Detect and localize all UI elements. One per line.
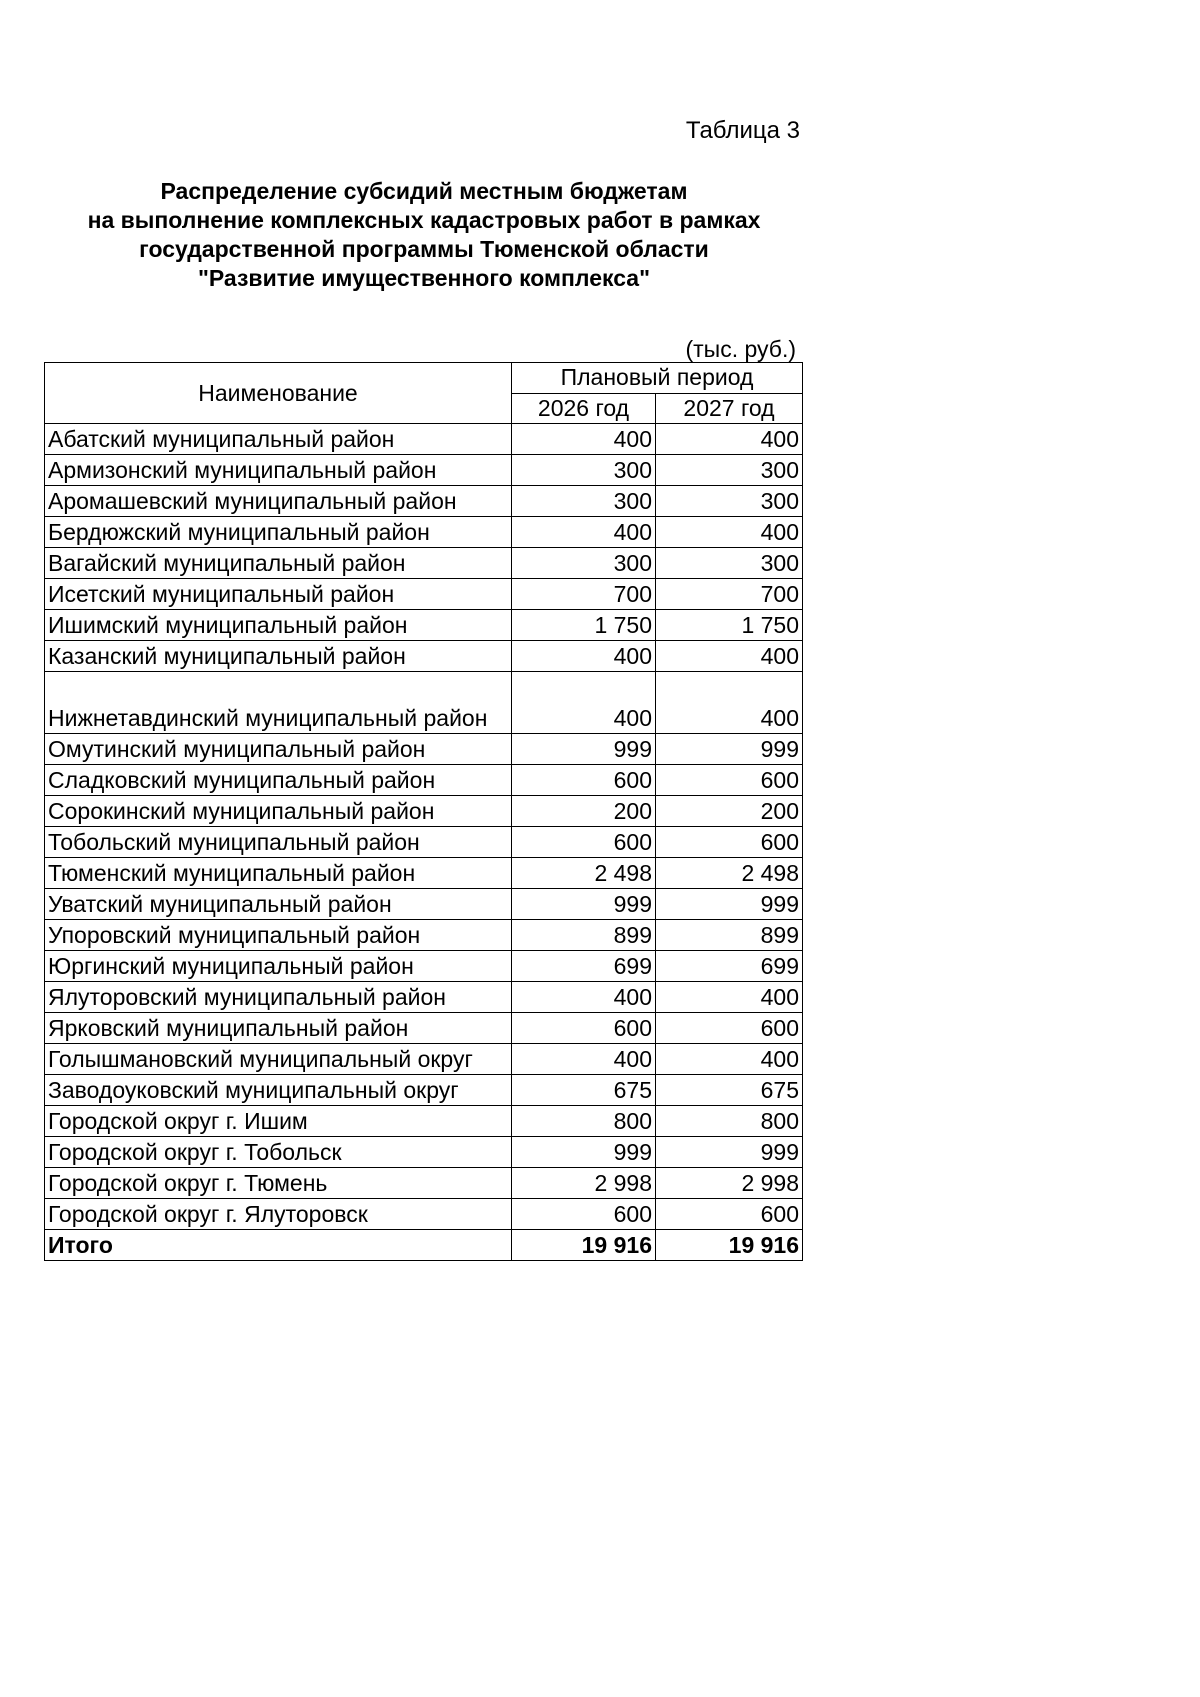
total-label: Итого	[45, 1230, 512, 1261]
row-value-2027: 600	[656, 1013, 803, 1044]
table-row	[45, 1168, 803, 1199]
column-header-2027: 2027 год	[656, 393, 803, 424]
row-value-2026: 400	[512, 641, 656, 672]
row-value-2027: 400	[656, 672, 803, 734]
row-value-2026: 400	[512, 672, 656, 734]
row-value-2027: 400	[656, 517, 803, 548]
row-name: Уватский муниципальный район	[45, 889, 512, 920]
row-value-2026: 999	[512, 734, 656, 765]
row-name: Тюменский муниципальный район	[45, 858, 512, 889]
units-label: (тыс. руб.)	[685, 336, 796, 362]
column-header-period: Плановый период	[512, 363, 803, 394]
row-value-2027: 999	[656, 1137, 803, 1168]
table-row	[45, 765, 803, 796]
table-row	[45, 1137, 803, 1168]
table-row	[45, 579, 803, 610]
row-value-2027: 400	[656, 641, 803, 672]
table-row	[45, 982, 803, 1013]
row-value-2026: 400	[512, 982, 656, 1013]
table-row	[45, 796, 803, 827]
row-value-2026: 600	[512, 827, 656, 858]
row-name: Абатский муниципальный район	[45, 424, 512, 455]
row-name: Городской округ г. Ишим	[45, 1106, 512, 1137]
row-value-2027: 675	[656, 1075, 803, 1106]
row-value-2026: 400	[512, 1044, 656, 1075]
table-row	[45, 734, 803, 765]
total-row	[45, 1230, 803, 1261]
header-row	[45, 363, 803, 394]
column-header-name: Наименование	[45, 363, 512, 424]
row-name: Аромашевский муниципальный район	[45, 486, 512, 517]
row-value-2026: 999	[512, 889, 656, 920]
table-row	[45, 424, 803, 455]
document-title	[44, 177, 804, 293]
row-value-2026: 400	[512, 517, 656, 548]
row-name: Юргинский муниципальный район	[45, 951, 512, 982]
row-value-2027: 800	[656, 1106, 803, 1137]
column-header-2026: 2026 год	[512, 393, 656, 424]
row-name: Тобольский муниципальный район	[45, 827, 512, 858]
table-row	[45, 889, 803, 920]
row-name: Ярковский муниципальный район	[45, 1013, 512, 1044]
title-line: на выполнение комплексных кадастровых работ в рамках	[87, 207, 761, 233]
row-name: Сладковский муниципальный район	[45, 765, 512, 796]
table-row	[45, 1075, 803, 1106]
total-value-2026: 19 916	[512, 1230, 656, 1261]
row-name: Городской округ г. Тобольск	[45, 1137, 512, 1168]
row-value-2026: 2 998	[512, 1168, 656, 1199]
row-name: Исетский муниципальный район	[45, 579, 512, 610]
row-name: Городской округ г. Ялуторовск	[45, 1199, 512, 1230]
row-name: Казанский муниципальный район	[45, 641, 512, 672]
row-value-2026: 300	[512, 455, 656, 486]
row-name: Бердюжский муниципальный район	[45, 517, 512, 548]
row-name: Ялуторовский муниципальный район	[45, 982, 512, 1013]
table-row	[45, 1013, 803, 1044]
row-value-2027: 999	[656, 889, 803, 920]
row-value-2026: 400	[512, 424, 656, 455]
row-name: Вагайский муниципальный район	[45, 548, 512, 579]
title-line: "Развитие имущественного комплекса"	[197, 265, 650, 291]
row-value-2027: 200	[656, 796, 803, 827]
row-value-2027: 700	[656, 579, 803, 610]
row-value-2027: 699	[656, 951, 803, 982]
table-row	[45, 672, 803, 734]
row-value-2027: 600	[656, 1199, 803, 1230]
table-row	[45, 610, 803, 641]
table-row	[45, 951, 803, 982]
table-row	[45, 1106, 803, 1137]
table-row	[45, 641, 803, 672]
row-value-2027: 2 498	[656, 858, 803, 889]
row-value-2026: 600	[512, 765, 656, 796]
table-row	[45, 486, 803, 517]
row-value-2027: 300	[656, 455, 803, 486]
row-value-2027: 300	[656, 486, 803, 517]
row-value-2027: 300	[656, 548, 803, 579]
row-value-2026: 300	[512, 548, 656, 579]
row-value-2026: 800	[512, 1106, 656, 1137]
table-number: Таблица 3	[685, 117, 800, 144]
row-value-2026: 600	[512, 1199, 656, 1230]
row-value-2026: 200	[512, 796, 656, 827]
row-name: Городской округ г. Тюмень	[45, 1168, 512, 1199]
row-value-2026: 700	[512, 579, 656, 610]
row-value-2026: 699	[512, 951, 656, 982]
row-value-2027: 400	[656, 982, 803, 1013]
row-value-2026: 675	[512, 1075, 656, 1106]
row-name: Омутинский муниципальный район	[45, 734, 512, 765]
table-row	[45, 827, 803, 858]
row-value-2027: 600	[656, 765, 803, 796]
row-value-2026: 899	[512, 920, 656, 951]
table-row	[45, 1199, 803, 1230]
row-value-2027: 600	[656, 827, 803, 858]
row-value-2027: 899	[656, 920, 803, 951]
row-value-2027: 999	[656, 734, 803, 765]
subsidy-table	[44, 362, 803, 1261]
row-name: Армизонский муниципальный район	[45, 455, 512, 486]
row-value-2026: 1 750	[512, 610, 656, 641]
row-name: Нижнетавдинский муниципальный район	[45, 672, 512, 734]
row-value-2027: 400	[656, 1044, 803, 1075]
row-value-2027: 2 998	[656, 1168, 803, 1199]
row-value-2027: 1 750	[656, 610, 803, 641]
row-name: Ишимский муниципальный район	[45, 610, 512, 641]
title-line: государственной программы Тюменской области	[139, 236, 709, 262]
row-value-2026: 2 498	[512, 858, 656, 889]
table-row	[45, 1044, 803, 1075]
row-name: Упоровский муниципальный район	[45, 920, 512, 951]
row-name: Сорокинский муниципальный район	[45, 796, 512, 827]
table-row	[45, 920, 803, 951]
row-name: Голышмановский муниципальный округ	[45, 1044, 512, 1075]
row-name: Заводоуковский муниципальный округ	[45, 1075, 512, 1106]
table-row	[45, 517, 803, 548]
table-row	[45, 548, 803, 579]
row-value-2026: 600	[512, 1013, 656, 1044]
row-value-2026: 999	[512, 1137, 656, 1168]
row-value-2026: 300	[512, 486, 656, 517]
total-value-2027: 19 916	[656, 1230, 803, 1261]
title-line: Распределение субсидий местным бюджетам	[160, 178, 688, 204]
table-row	[45, 455, 803, 486]
table-row	[45, 858, 803, 889]
row-value-2027: 400	[656, 424, 803, 455]
